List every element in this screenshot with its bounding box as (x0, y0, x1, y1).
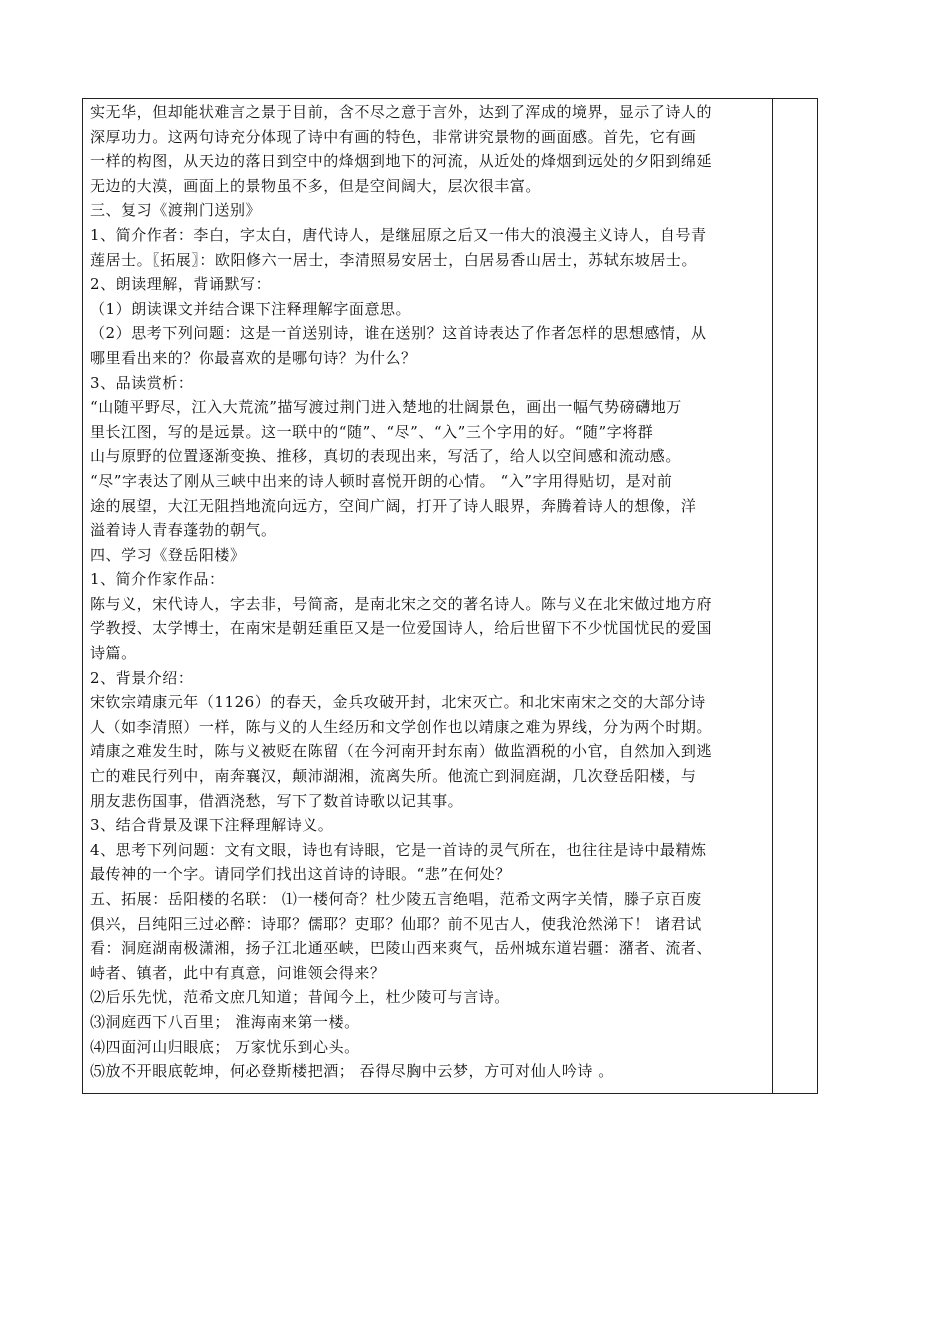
text-line: 2、朗读理解，背诵默写： (90, 275, 272, 294)
text-line: 一样的构图，从天边的落日到空中的烽烟到地下的河流，从近处的烽烟到远处的夕阳到绵延 (90, 152, 713, 171)
text-line: （2）思考下列问题：这是一首送别诗，谁在送别？这首诗表达了作者怎样的思想感情，从 (90, 324, 707, 343)
text-line: 看：洞庭湖南极潇湘，扬子江北通巫峡，巴陵山西来爽气，岳州城东道岩疆：潴者、流者、 (90, 939, 713, 958)
text-line: 靖康之难发生时，陈与义被贬在陈留（在今河南开封东南）做监酒税的小官，自然加入到逃 (90, 742, 713, 761)
text-line: 人（如李清照）一样，陈与义的人生经历和文学创作也以靖康之难为界线，分为两个时期。 (90, 717, 713, 736)
text-line: ⑷四面河山归眼底； 万家忧乐到心头。 (90, 1037, 360, 1056)
text-line: 朋友悲伤国事，借酒浇愁，写下了数首诗歌以记其事。 (90, 791, 464, 810)
text-line: 哪里看出来的？你最喜欢的是哪句诗？为什么？ (90, 348, 417, 367)
content-cell (83, 99, 773, 1093)
text-line: “尽”字表达了刚从三峡中出来的诗人顿时喜悦开朗的心情。 “入”字用得贴切，是对前 (90, 471, 673, 490)
text-line: ⑶洞庭西下八百里； 淮海南来第一楼。 (90, 1012, 360, 1031)
text-line: 深厚功力。这两句诗充分体现了诗中有画的特色，非常讲究景物的画面感。首先，它有画 (90, 127, 697, 146)
notes-cell (773, 99, 817, 1093)
text-line: 亡的难民行列中，南奔襄汉，颠沛湖湘，流离失所。他流亡到洞庭湖，几次登岳阳楼，与 (90, 767, 697, 786)
text-line: 途的展望，大江无阻挡地流向远方，空间广阔，打开了诗人眼界，奔腾着诗人的想像，洋 (90, 496, 697, 515)
section-heading: 四、学习《登岳阳楼》 (90, 545, 246, 564)
text-line: 诗篇。 (90, 644, 137, 663)
text-line: 实无华，但却能状难言之景于目前，含不尽之意于言外，达到了浑成的境界，显示了诗人的 (90, 103, 713, 121)
text-line: 陈与义，宋代诗人，字去非，号简斋，是南北宋之交的著名诗人。陈与义在北宋做过地方府 (90, 594, 713, 613)
text-line: 4、思考下列问题：文有文眼，诗也有诗眼，它是一首诗的灵气所在，也往往是诗中最精炼 (90, 840, 707, 859)
text-line: 最传神的一个字。请同学们找出这首诗的诗眼。“悲”在何处？ (90, 865, 511, 884)
section-heading: 五、拓展：岳阳楼的名联： ⑴一楼何奇？杜少陵五言绝唱，范希文两字关情，滕子京百废 (90, 890, 702, 908)
text-line: 里长江图，写的是远景。这一联中的“随”、“尽”、“入”三个字用的好。“随”字将群 (90, 422, 654, 441)
section-heading: 三、复习《渡荆门送别》 (90, 201, 262, 220)
text-line: “山随平野尽，江入大荒流”描写渡过荆门进入楚地的壮阔景色，画出一幅气势磅礴地万 (90, 398, 682, 417)
text-line: ⑸放不开眼底乾坤，何必登斯楼把酒； 吞得尽胸中云梦，方可对仙人吟诗 。 (90, 1062, 614, 1081)
text-line: 3、结合背景及课下注释理解诗义。 (90, 816, 334, 835)
text-line: 峙者、镇者，此中有真意，问谁领会得来？ (90, 963, 386, 982)
text-line: （1）朗读课文并结合课下注释理解字面意思。 (90, 299, 412, 318)
text-line: 俱兴，吕纯阳三过必醉：诗耶？儒耶？吏耶？仙耶？前不见古人，使我沧然涕下！ 诸君试 (90, 914, 702, 933)
text-line: 1、简介作者：李白，字太白，唐代诗人，是继屈原之后又一伟大的浪漫主义诗人，自号青 (90, 225, 707, 244)
text-line: 1、简介作家作品： (90, 570, 225, 589)
text-line: 溢着诗人青春蓬勃的朝气。 (90, 521, 277, 540)
text-line: 3、品读赏析： (90, 373, 194, 392)
text-line: 莲居士。〖拓展〗：欧阳修六一居士，李清照易安居士，白居易香山居士，苏轼东坡居士。 (90, 250, 698, 269)
text-line: 学教授、太学博士，在南宋是朝廷重臣又是一位爱国诗人，给后世留下不少忧国忧民的爱国 (90, 619, 713, 638)
text-line: 2、背景介绍： (90, 668, 194, 687)
text-line: 无边的大漠，画面上的景物虽不多，但是空间阔大，层次很丰富。 (90, 176, 541, 195)
text-line: 山与原野的位置逐渐变换、推移，真切的表现出来，写活了，给人以空间感和流动感。 (90, 447, 681, 466)
text-line: ⑵后乐先忧，范希文庶几知道；昔闻今上，杜少陵可与言诗。 (90, 988, 510, 1007)
text-line: 宋钦宗靖康元年（1126）的春天，金兵攻破开封，北宋灭亡。和北宋南宋之交的大部分诗 (90, 693, 706, 712)
lesson-table (82, 98, 818, 1094)
